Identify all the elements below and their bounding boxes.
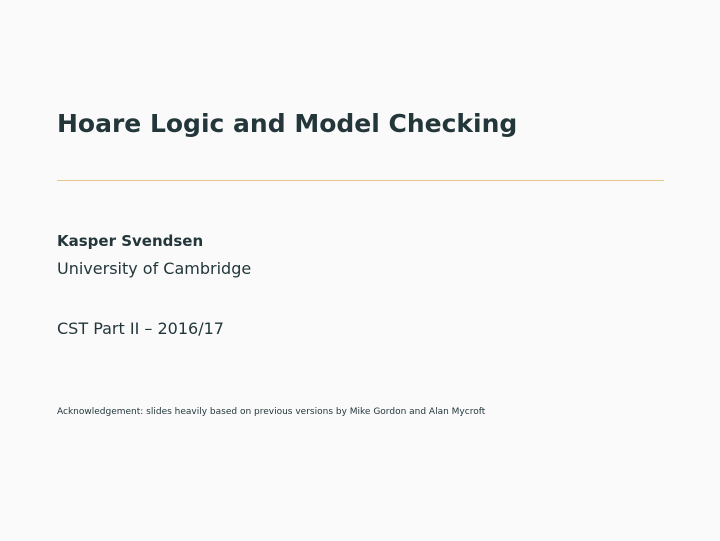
slide-author: Kasper Svendsen: [57, 232, 204, 250]
slide-date: CST Part II – 2016/17: [57, 319, 224, 338]
slide-institute: University of Cambridge: [57, 259, 252, 278]
title-separator-rule: [57, 180, 664, 181]
slide-acknowledgement: Acknowledgement: slides heavily based on previous versions by Mike Gordon and Alan Mycroft: [57, 407, 486, 417]
slide-title: Hoare Logic and Model Checking: [57, 109, 518, 138]
